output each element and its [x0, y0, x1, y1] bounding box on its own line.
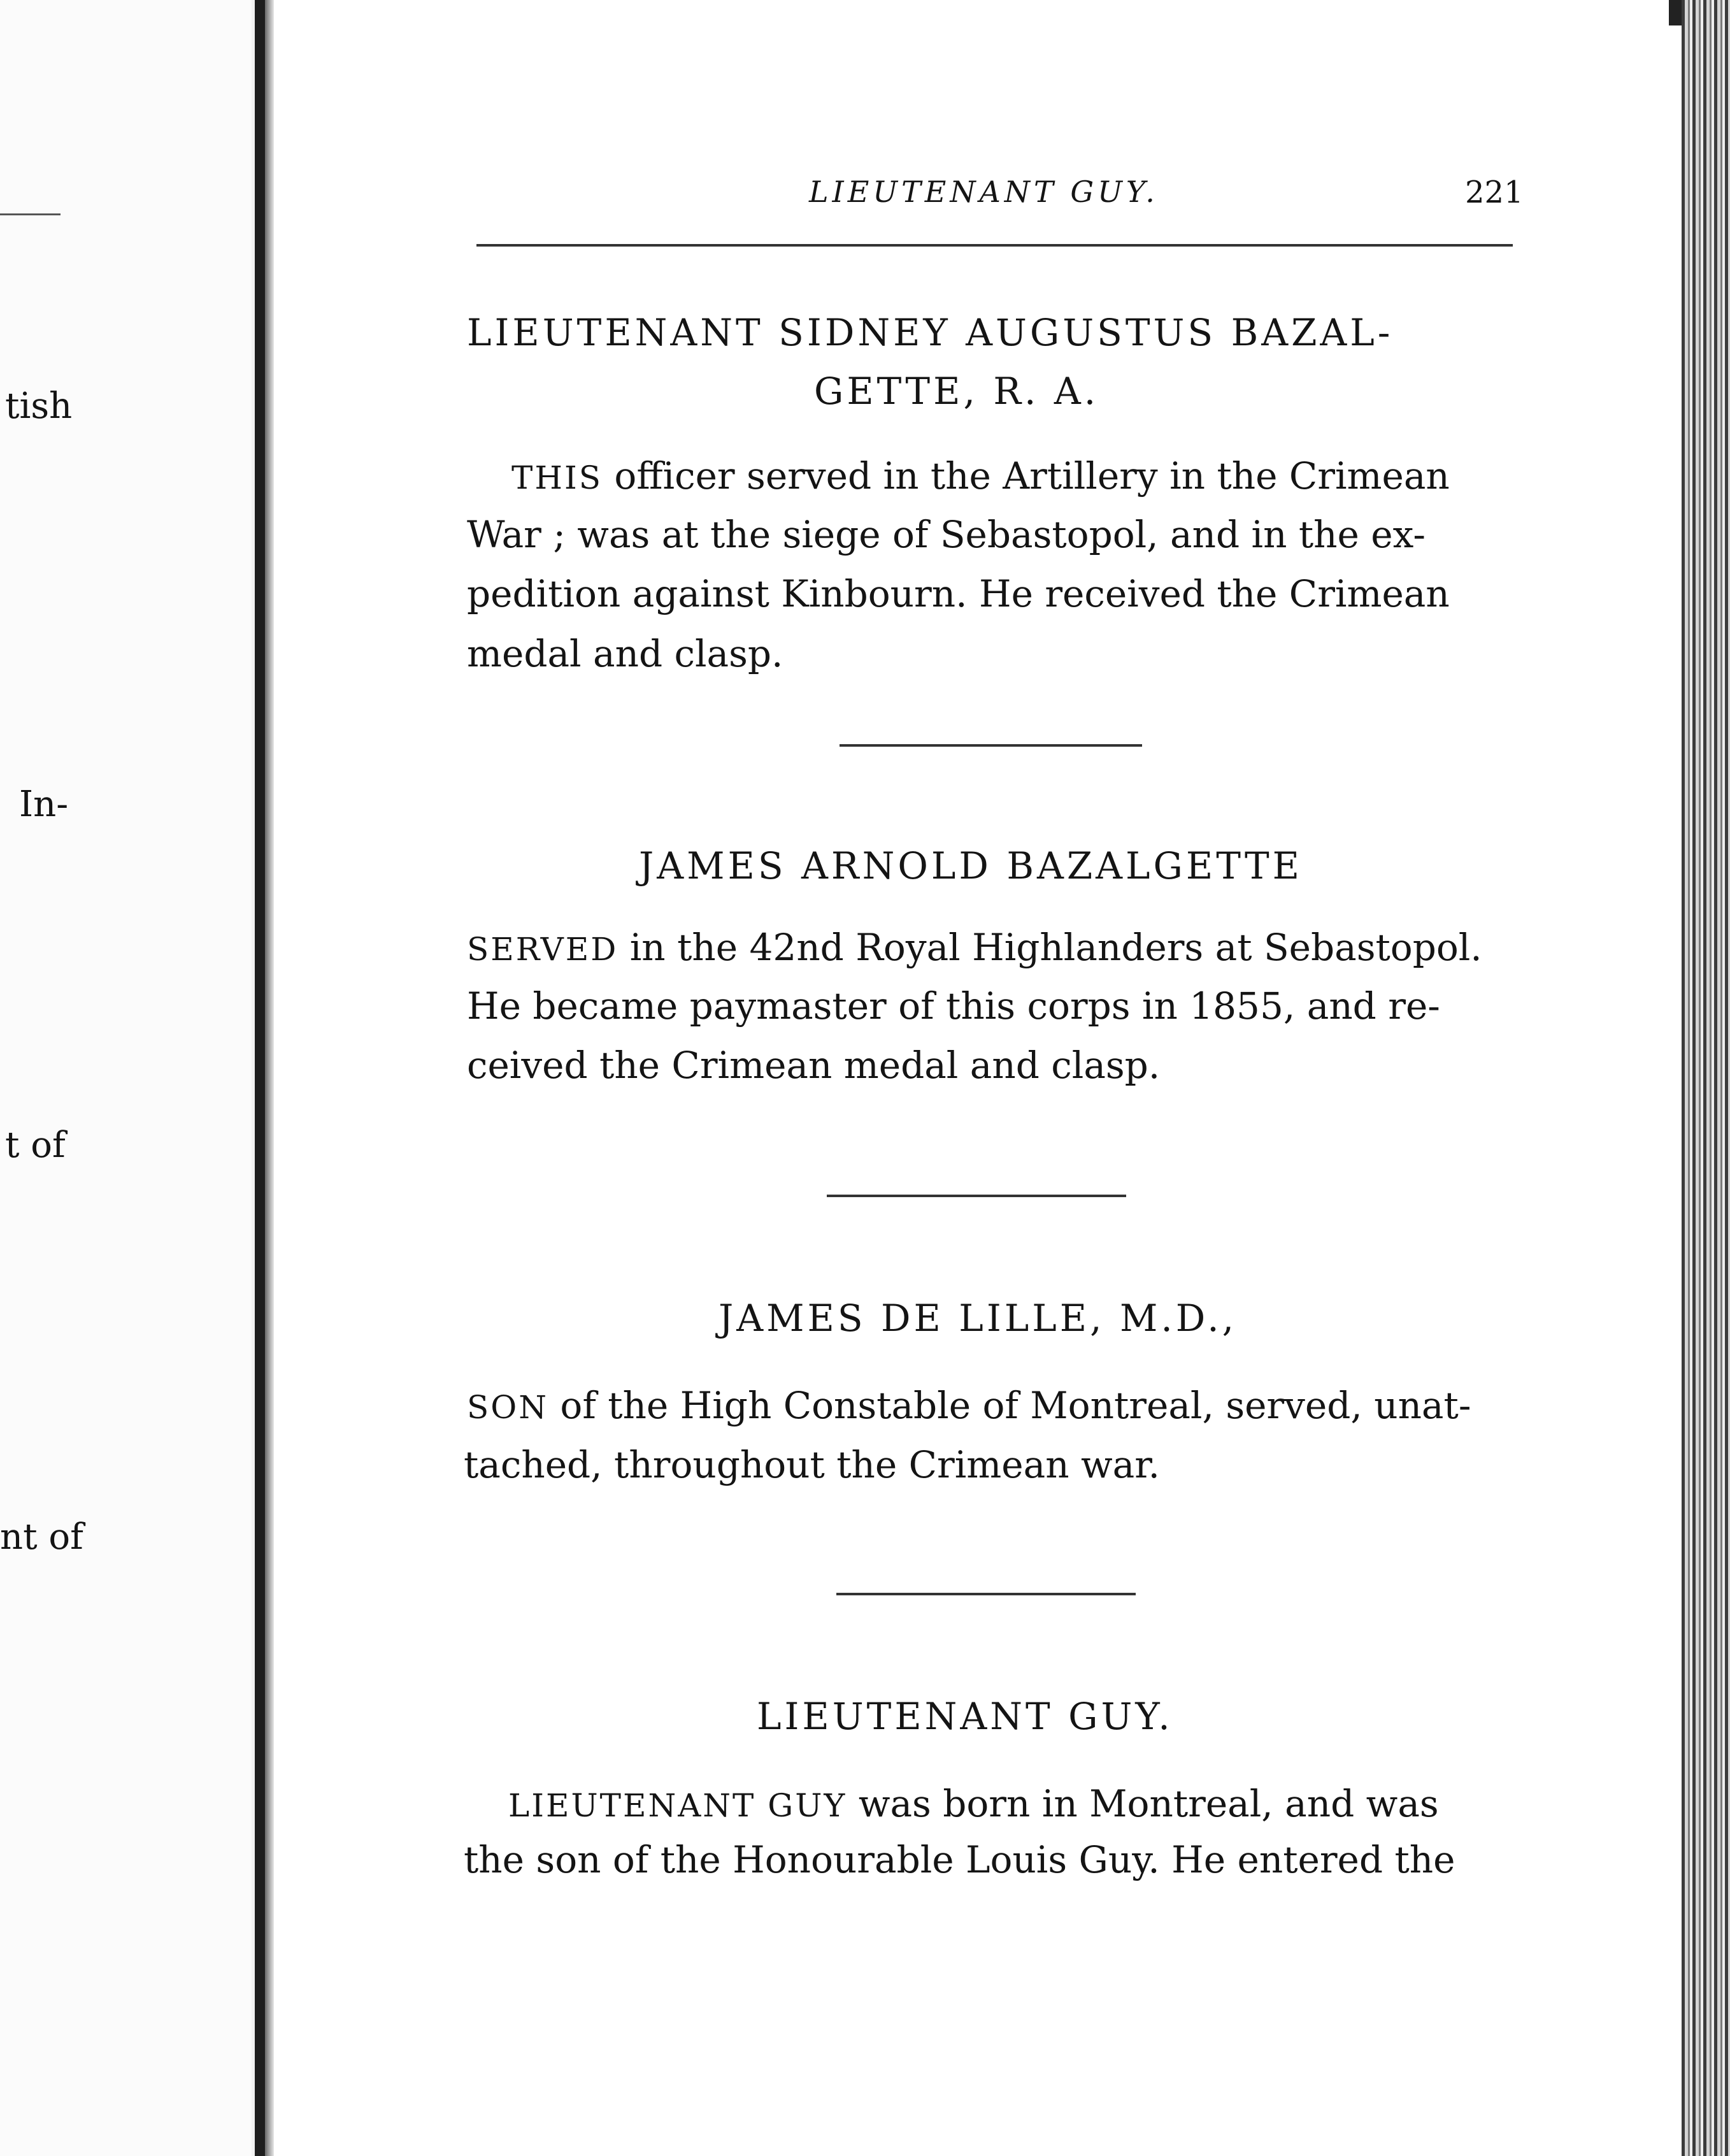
page-edges: [1682, 0, 1730, 2156]
left-page-rule: [0, 213, 61, 215]
left-page-fragment: In-: [19, 784, 69, 825]
entry-heading: LIEUTENANT GUY.: [757, 1695, 1173, 1738]
running-head-rule: [476, 244, 1513, 247]
entry-lead-word: SON: [467, 1389, 548, 1426]
page-number: 221: [1465, 175, 1524, 210]
section-separator: [840, 744, 1142, 747]
left-facing-page: [0, 0, 252, 2156]
section-separator: [836, 1593, 1136, 1595]
entry-body-line: SERVED in the 42nd Royal Highlanders at Sebastopol.: [467, 926, 1482, 969]
book-binding: [255, 0, 265, 2156]
entry-body-line: SON of the High Constable of Montreal, served, unat-: [467, 1384, 1471, 1427]
running-head-title: LIEUTENANT GUY.: [809, 175, 1159, 209]
entry-body-line: ceived the Crimean medal and clasp.: [467, 1044, 1161, 1087]
entry-heading: JAMES ARNOLD BAZALGETTE: [639, 844, 1303, 888]
entry-body-line: LIEUTENANT GUY was born in Montreal, and was: [508, 1782, 1439, 1825]
section-separator: [827, 1195, 1126, 1197]
entry-body-line: THIS officer served in the Artillery in the Crimean: [511, 454, 1450, 498]
left-page-fragment: tish: [5, 385, 73, 427]
entry-heading: JAMES DE LILLE, M.D.,: [718, 1297, 1238, 1340]
left-page-fragment: nt of: [0, 1516, 83, 1558]
entry-heading: LIEUTENANT SIDNEY AUGUSTUS BAZAL-: [467, 311, 1394, 354]
entry-body-line: the son of the Honourable Louis Guy. He entered the: [464, 1838, 1455, 1881]
entry-body-line: medal and clasp.: [467, 632, 783, 675]
entry-lead-word: SERVED: [467, 931, 618, 968]
entry-heading: GETTE, R. A.: [814, 370, 1099, 413]
entry-body-line: tached, throughout the Crimean war.: [464, 1443, 1160, 1486]
entry-body-line: He became paymaster of this corps in 1855, and re-: [467, 984, 1440, 1028]
entry-lead-word: LIEUTENANT GUY: [508, 1787, 847, 1824]
entry-body-line: pedition against Kinbourn. He received the Crimean: [467, 572, 1450, 615]
left-page-fragment: t of: [5, 1125, 66, 1166]
entry-lead-word: THIS: [511, 459, 603, 496]
entry-body-line: War ; was at the siege of Sebastopol, and in the ex-: [467, 513, 1426, 556]
binding-shadow: [265, 0, 274, 2156]
